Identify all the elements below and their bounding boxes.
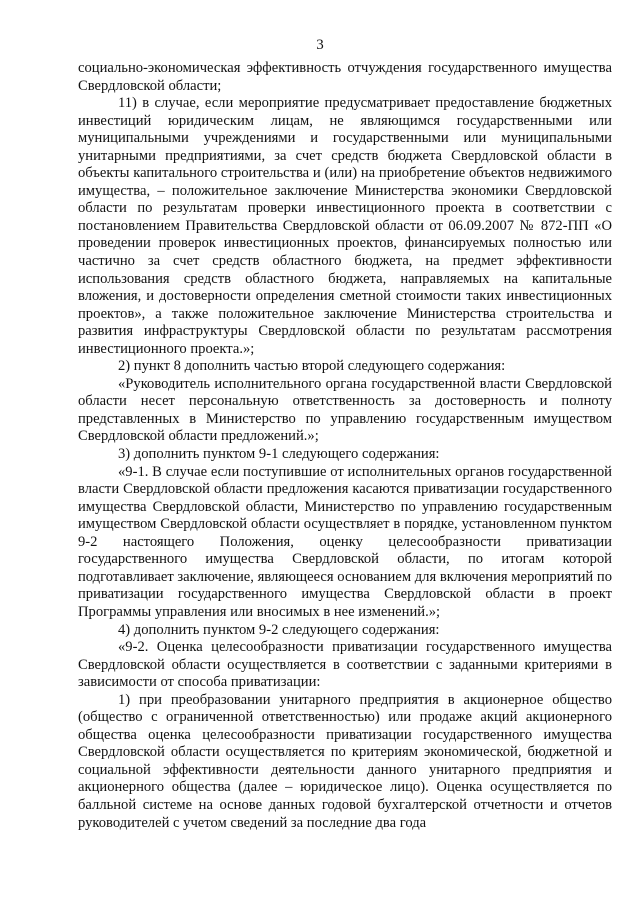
paragraph-item-4: 4) дополнить пунктом 9-2 следующего содержания: xyxy=(118,621,440,638)
paragraph-item-2: 2) пункт 8 дополнить частью второй следующего содержания: xyxy=(118,358,506,375)
paragraph-clause-9-2: «9-2. Оценка целесообразности приватизации государственного имущества Свердловской области осуществляется в соответствии с заданными критериями в зависимости от способа приватизации: xyxy=(78,639,612,691)
paragraph-quote-head-of-body: «Руководитель исполнительного органа государственной власти Свердловской области несет персональную ответственность за достоверность и полноту представленных в Министерство по управлению государственным имуществом Свердловской области предложений.»; xyxy=(78,375,612,445)
page-number: 3 xyxy=(316,37,324,53)
paragraph-subitem-1: 1) при преобразовании унитарного предприятия в акционерное общество (общество с ограниченной ответственностью) или продаже акций акционерного общества оценка целесообразности приватизации государственного имущества Свердловской области осуществляется по критериям экономической, бюджетной и социальной эффективности деятельности данного унитарного предприятия и акционерного общества (далее – юридическое лицо). Оценка осуществляется по балльной системе на основе данных годовой бухгалтерской отчетности и отчетов руководителей с учетом сведений за последние два года xyxy=(78,691,612,831)
document-body xyxy=(78,60,612,832)
paragraph-item-3: 3) дополнить пунктом 9-1 следующего содержания: xyxy=(118,446,440,463)
paragraph-continuation: социально-экономическая эффективность отчуждения государственного имущества Свердловской области; xyxy=(78,60,612,94)
paragraph-clause-9-1: «9-1. В случае если поступившие от исполнительных органов государственной власти Свердловской области предложения касаются приватизации государственного имущества Свердловской области, Министерство по управлению государственным имуществом Свердловской области осуществляет в порядке, установленном пунктом 9-2 настоящего Положения, оценку целесообразности приватизации государственного имущества Свердловской области, по итогам которой подготавливает заключение, являющееся основанием для включения мероприятий по приватизации государственного имущества Свердловской области в проект Программы управления или вносимых в нее изменений.»; xyxy=(78,463,612,620)
paragraph-item-11: 11) в случае, если мероприятие предусматривает предоставление бюджетных инвестиций юридическим лицам, не являющимся государственными или муниципальными учреждениями и государственными или муниципальными унитарными предприятиями, за счет средств бюджета Свердловской области в объекты капитального строительства и (или) на приобретение объектов недвижимого имущества, – положительное заключение Министерства экономики Свердловской области по результатам проверки инвестиционного проекта в соответствии с постановлением Правительства Свердловской области от 06.09.2007 № 872-ПП «О проведении проверок инвестиционных проектов, финансируемых полностью или частично за счет средств областного бюджета, на предмет эффективности использования средств областного бюджета, направляемых на капитальные вложения, и достоверности определения сметной стоимости таких инвестиционных проектов», а также положительное заключение Министерства строительства и развития инфраструктуры Свердловской области по результатам рассмотрения инвестиционного проекта.»; xyxy=(78,95,612,357)
